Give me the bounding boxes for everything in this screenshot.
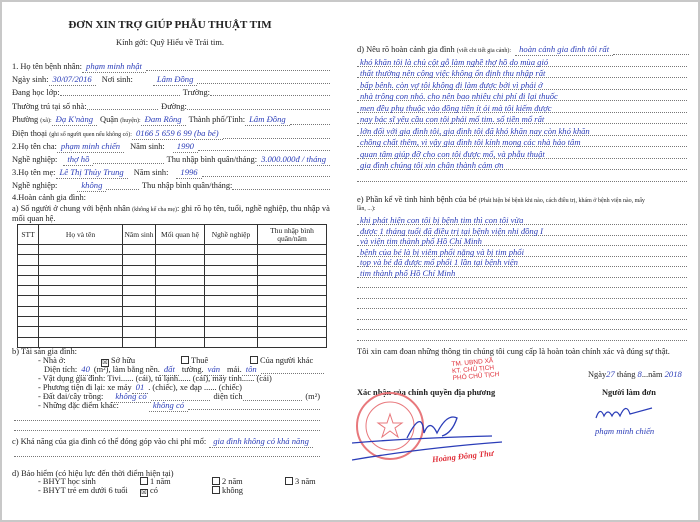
table-cell <box>18 327 39 337</box>
rent-checkbox[interactable] <box>181 356 189 364</box>
column-header: STT <box>18 225 39 245</box>
table-cell <box>39 245 123 255</box>
dotted-line <box>87 109 159 110</box>
form-title: ĐƠN XIN TRỢ GIÚP PHẪU THUẬT TIM <box>68 19 272 31</box>
area-value: 40 <box>77 364 94 376</box>
floor-value: đất <box>160 364 179 376</box>
mother-income-label: Thu nhập bình quân/tháng: <box>141 181 233 190</box>
dotted-line <box>290 124 330 125</box>
table-cell <box>205 255 258 265</box>
phone-value: 0166 5 659 6 99 (ba bé) <box>132 128 223 140</box>
illness-note: (Phát hiện bé bệnh khi nào, cách điều trị, khám ở bệnh viện nào, mấy <box>478 198 645 204</box>
table-cell <box>39 337 123 347</box>
day-label: Ngày <box>588 370 607 379</box>
dotted-line <box>357 319 687 320</box>
family-heading: 4.Hoàn cảnh gia đình: <box>12 193 86 202</box>
vehicle-count: 01 <box>132 382 149 394</box>
ward-label <box>12 114 52 127</box>
bhyt-child-label: - BHYT trẻ em dưới 6 tuổi <box>38 486 128 495</box>
stamp-inner-ring <box>366 402 414 450</box>
table-cell <box>258 245 327 255</box>
father-job-label: Nghề nghiệp: <box>12 155 58 164</box>
situation-label-text: d) Nêu rõ hoàn cảnh gia đình <box>357 45 455 54</box>
handwritten-line: bệnh của bé là bị viêm phổi nặng và bị tim phổi <box>360 246 524 257</box>
stamp-outer-ring <box>357 393 423 459</box>
3-year-text: 3 năm <box>295 477 316 486</box>
official-signature <box>407 417 457 438</box>
1-year-text: 1 năm <box>150 477 171 486</box>
table-cell <box>123 265 156 275</box>
wall-value: ván <box>204 364 224 376</box>
father-year: 1990 <box>173 141 198 153</box>
applicant-name: phạm minh chiến <box>595 426 655 436</box>
father-income-label: Thu nhập bình quân/tháng: <box>166 155 258 164</box>
dotted-line <box>14 456 320 457</box>
rent-text: Thuê <box>191 356 209 365</box>
table-cell <box>123 286 156 296</box>
handwritten-line: nay bác sĩ yêu cầu con tôi phải mổ tim. số tiền mổ rất <box>360 114 545 124</box>
dotted-line <box>232 189 330 190</box>
school-label: Trường: <box>182 88 210 97</box>
district-note: (huyện): <box>120 118 141 124</box>
table-cell <box>123 327 156 337</box>
dob-label: Ngày sinh: <box>12 75 49 84</box>
mother-year-label: Năm sinh: <box>133 168 169 177</box>
table-row <box>18 255 327 265</box>
table-cell <box>18 275 39 285</box>
handwritten-line: quan tâm giúp đỡ cho con tôi được mổ, và phẫu thuật <box>360 148 545 159</box>
land-value: không có <box>111 391 150 403</box>
table-cell <box>123 275 156 285</box>
2-year-checkbox[interactable] <box>212 477 220 485</box>
mother-year: 1996 <box>176 167 201 179</box>
illness-note-line2: lần, ...): <box>357 206 376 212</box>
stamp-title: TM. UBND XÃ KT. CHỦ TỊCH PHÓ CHỦ TỊCH <box>451 357 500 383</box>
table-cell <box>18 296 39 306</box>
patient-name-row <box>12 61 330 73</box>
table-cell <box>123 337 156 347</box>
other-features-row <box>38 400 320 412</box>
table-cell <box>123 296 156 306</box>
table-cell <box>39 317 123 327</box>
table-cell <box>18 255 39 265</box>
table-cell <box>18 286 39 296</box>
table-cell <box>39 265 123 275</box>
mother-job-row <box>12 180 330 192</box>
dotted-line <box>60 95 180 96</box>
dotted-line <box>146 70 330 71</box>
table-cell <box>258 275 327 285</box>
handwritten-line: thất thường nên công việc không ổn định thu nhập rất <box>360 68 546 78</box>
roof-label: mái. <box>227 365 242 374</box>
handwritten-line: tim thành phố Hồ Chí Minh <box>360 267 456 278</box>
own-checkbox[interactable]: ☒ <box>102 360 108 366</box>
applicant-signature <box>592 402 662 424</box>
area-label: Diện tích: <box>44 365 78 374</box>
class-row <box>12 87 330 98</box>
option-3-year <box>285 477 316 487</box>
district-label <box>100 114 141 127</box>
dotted-line <box>188 409 320 410</box>
address-row <box>12 101 330 112</box>
year-label: ...năm <box>641 370 663 379</box>
handwritten-line: hoàn cảnh gia đình tôi rất <box>515 44 613 56</box>
option-no <box>212 486 243 496</box>
table-cell <box>156 265 205 275</box>
handwritten-line: lớn đối với gia đình tôi, gia đình tôi đã khó khăn nay còn khó khăn <box>360 125 590 136</box>
table-cell <box>205 327 258 337</box>
table-cell <box>156 296 205 306</box>
year-value: 2018 <box>664 369 682 379</box>
table-cell <box>258 255 327 265</box>
situation-label <box>357 44 511 57</box>
table-cell <box>205 265 258 275</box>
table-row <box>18 306 327 316</box>
table-row <box>18 286 327 296</box>
table-row <box>18 327 327 337</box>
patient-name-label: 1. Họ tên bệnh nhân: <box>12 62 83 71</box>
table-cell <box>156 286 205 296</box>
dotted-line <box>197 83 330 84</box>
address-label: Thường trú tại số nhà: <box>12 102 87 111</box>
dotted-line <box>357 287 687 288</box>
mother-job-label: Nghề nghiệp: <box>12 181 58 190</box>
father-name: phạm minh chiến <box>57 141 124 153</box>
handwritten-line: khó khăn tôi là chủ cột gỗ làm nghề thợ hồ do mùa gió <box>360 56 549 67</box>
2-year-text: 2 năm <box>222 477 243 486</box>
household-table <box>17 224 327 348</box>
dotted-line <box>357 308 687 309</box>
table-cell <box>18 245 39 255</box>
contribution-value: gia đình không có khả năng <box>209 436 313 448</box>
dotted-line <box>14 430 320 431</box>
table-cell <box>156 255 205 265</box>
ward-note: (xã): <box>40 118 52 124</box>
situation-note: (viết chi tiết gia cảnh): <box>456 48 512 54</box>
assets-label: b) Tài sản gia đình: <box>12 347 77 356</box>
ward-row <box>12 114 330 127</box>
table-cell <box>156 245 205 255</box>
signature-stroke <box>596 408 652 418</box>
vehicle-label: - Phương tiện đi lại: xe máy <box>38 383 132 392</box>
applicant-label: Người làm đơn <box>602 388 656 397</box>
column-header: Mối quan hệ <box>156 225 205 245</box>
father-job-row <box>12 154 330 166</box>
handwritten-line: men đều phụ thuộc vào đồng tiền ít ỏi mà tôi kiếm được <box>360 102 552 113</box>
house-label: - Nhà ở: <box>38 356 66 365</box>
handwritten-line: tọp và bé đã được mổ phổi 1 lần tại bệnh viện <box>360 257 518 267</box>
dotted-line <box>198 150 330 151</box>
table-cell <box>18 317 39 327</box>
mother-job: không <box>77 180 106 192</box>
table-cell <box>258 317 327 327</box>
dotted-line <box>223 138 330 139</box>
table-cell <box>205 245 258 255</box>
handwritten-line: gia đình chúng tôi xin chân thành cảm ơn <box>360 160 504 170</box>
table-cell <box>39 296 123 306</box>
insurance-label: d) Bảo hiểm (có hiệu lực đến thời điểm hiện tại) <box>12 469 174 478</box>
household-label <box>12 204 330 215</box>
table-row <box>18 296 327 306</box>
no-checkbox[interactable] <box>212 486 220 494</box>
table-cell <box>156 306 205 316</box>
father-income: 3.000.000đ / tháng <box>257 154 330 166</box>
handwritten-line: chồng chất thêm, vì vậy gia đình tôi kính mong các nhà hảo tâm <box>360 137 581 147</box>
day-value: 27 <box>606 369 615 379</box>
table-cell <box>18 265 39 275</box>
situation-row <box>357 44 689 57</box>
dotted-line <box>106 189 139 190</box>
table-cell <box>205 296 258 306</box>
table-cell <box>123 245 156 255</box>
illness-label-text: e) Phần kể về tình hình bệnh của bé <box>357 195 477 204</box>
city-label: Thành phố/Tỉnh: <box>188 115 246 124</box>
ward-label-text: Phường <box>12 115 39 124</box>
month-value: 8 <box>637 369 642 379</box>
dob-row <box>12 74 330 86</box>
1-year-checkbox[interactable] <box>140 477 148 485</box>
phone-row <box>12 128 330 141</box>
official-name: Hoàng Đông Thư <box>431 448 495 465</box>
contribution-row <box>12 436 334 448</box>
father-job: thợ hồ <box>63 154 93 166</box>
table-cell <box>258 306 327 316</box>
greeting: Kính gởi: Quỹ Hiểu về Trái tim. <box>116 38 224 47</box>
yes-checkbox[interactable]: ☒ <box>141 490 147 496</box>
table-cell <box>123 255 156 265</box>
land-label: - Đất đai/cây trồng: <box>38 392 104 401</box>
birthplace-label: Nơi sinh: <box>101 75 133 84</box>
table-row <box>18 317 327 327</box>
street-label: Đường: <box>161 102 187 111</box>
table-cell <box>18 337 39 347</box>
table-cell <box>205 275 258 285</box>
table-row <box>18 275 327 285</box>
phone-label-text: Điện thoại <box>12 129 48 138</box>
table-cell <box>205 286 258 296</box>
mother-name-row <box>12 167 330 179</box>
appliances-line: - Vật dụng gia đình: Tivi...... (cái), tủ lạnh...... (cái), máy tính...... (cái) <box>38 374 272 383</box>
father-name-row <box>12 141 330 153</box>
other-features-label: - Những đặc điểm khác: <box>38 401 119 410</box>
table-cell <box>258 286 327 296</box>
dotted-line <box>14 420 320 421</box>
table-cell <box>258 296 327 306</box>
area-unit: (m²), làm bằng nền. <box>93 365 160 374</box>
handwritten-line: và viện tim thành phố Hồ Chí Minh <box>360 236 482 246</box>
birthplace-value: Lâm Đồng <box>153 74 198 86</box>
table-cell <box>39 255 123 265</box>
dob-value: 30/07/2016 <box>49 74 96 86</box>
class-label: Đang học lớp: <box>12 88 60 97</box>
wall-label: tường. <box>181 365 204 374</box>
yes-text: có <box>150 486 158 495</box>
dotted-line <box>613 54 689 55</box>
other-owner-checkbox[interactable] <box>250 356 258 364</box>
district-label-text: Quận <box>100 115 119 124</box>
star-emblem-icon <box>378 414 402 437</box>
ward-value: Đạ K'nàng <box>52 114 97 126</box>
table-cell <box>156 327 205 337</box>
own-text: Sở hữu <box>111 356 136 365</box>
household-label-text: a) Số người ở chung với bệnh nhân <box>12 204 131 213</box>
date-line <box>588 369 682 380</box>
table-cell <box>205 317 258 327</box>
authority-label: Xác nhận của chính quyền địa phương <box>357 388 496 397</box>
roof-value: tôn <box>242 364 261 376</box>
handwritten-line: bấp bênh. còn vợ tôi không đi làm được bởi vì phải ở <box>360 79 543 90</box>
bhyt-student-label: - BHYT học sinh <box>38 477 96 486</box>
month-label: tháng <box>616 370 636 379</box>
table-cell <box>39 286 123 296</box>
phone-note: (ghi số người quen nếu không có): <box>49 132 132 138</box>
table-cell <box>156 317 205 327</box>
city-value: Lâm Đồng <box>245 114 290 126</box>
dotted-line <box>210 95 330 96</box>
dotted-line <box>202 176 330 177</box>
table-cell <box>258 265 327 275</box>
table-cell <box>18 306 39 316</box>
dotted-line <box>357 329 687 330</box>
column-header: Thu nhập bình quân/năm <box>258 225 327 245</box>
dotted-line <box>187 109 330 110</box>
column-header: Nghề nghiệp <box>205 225 258 245</box>
3-year-checkbox[interactable] <box>285 477 293 485</box>
column-header: Năm sinh <box>123 225 156 245</box>
dotted-line <box>357 181 687 182</box>
column-header: Họ và tên <box>39 225 123 245</box>
other-features-value: không có <box>149 400 188 412</box>
district-value: Đam Rông <box>141 114 186 126</box>
table-row <box>18 245 327 255</box>
father-name-label: 2.Họ tên cha: <box>12 142 57 151</box>
no-text: không <box>222 486 243 495</box>
mother-name: Lê Thị Thủy Trung <box>56 167 128 179</box>
option-yes <box>140 486 158 497</box>
handwritten-line: được 1 tháng tuổi đã điều trị tại bệnh viện nhi đồng I <box>360 225 544 236</box>
household-label-rest: : ghi rõ họ tên, tuổi, nghề nghiệp, thu nhập và <box>177 204 330 213</box>
table-cell <box>258 327 327 337</box>
other-owner-text: Của người khác <box>260 356 314 365</box>
pledge-text: Tôi xin cam đoan những thông tin chúng tôi cung cấp là hoàn toàn chính xác và đúng sự thật. <box>357 347 670 356</box>
phone-label <box>12 128 132 141</box>
land-unit: (m²) <box>305 392 320 401</box>
handwritten-line: nhà trông con nhỏ. cho nên bao nhiêu chi phí đi lại thuốc <box>360 91 558 101</box>
table-cell <box>258 337 327 347</box>
table-cell <box>39 327 123 337</box>
vehicle-rest: . (chiếc), xe đạp ...... (chiếc) <box>148 383 242 392</box>
table-cell <box>205 306 258 316</box>
household-label-line2: mối quan hệ. <box>12 214 56 223</box>
handwritten-line: khi phát hiện con tôi bị bệnh tim thì con tôi vừa <box>360 215 524 225</box>
patient-name: phạm minh nhật <box>82 61 146 73</box>
dotted-line <box>357 340 687 341</box>
table-cell <box>39 275 123 285</box>
table-cell <box>123 306 156 316</box>
table-cell <box>39 306 123 316</box>
household-note: (không kể cha mẹ) <box>132 207 177 213</box>
father-year-label: Năm sinh: <box>130 142 165 151</box>
contribution-label: c) Khả năng của gia đình có thể đóng góp vào chi phí mổ: <box>12 437 207 446</box>
table-cell <box>123 317 156 327</box>
dotted-line <box>357 298 687 299</box>
illness-label <box>357 195 645 206</box>
table-cell <box>156 337 205 347</box>
table-cell <box>156 275 205 285</box>
land-area-label: diện tích <box>213 392 243 401</box>
table-cell <box>205 337 258 347</box>
table-row <box>18 337 327 347</box>
mother-name-label: 3.Họ tên mẹ: <box>12 168 56 177</box>
table-row <box>18 265 327 275</box>
dotted-line <box>93 163 163 164</box>
